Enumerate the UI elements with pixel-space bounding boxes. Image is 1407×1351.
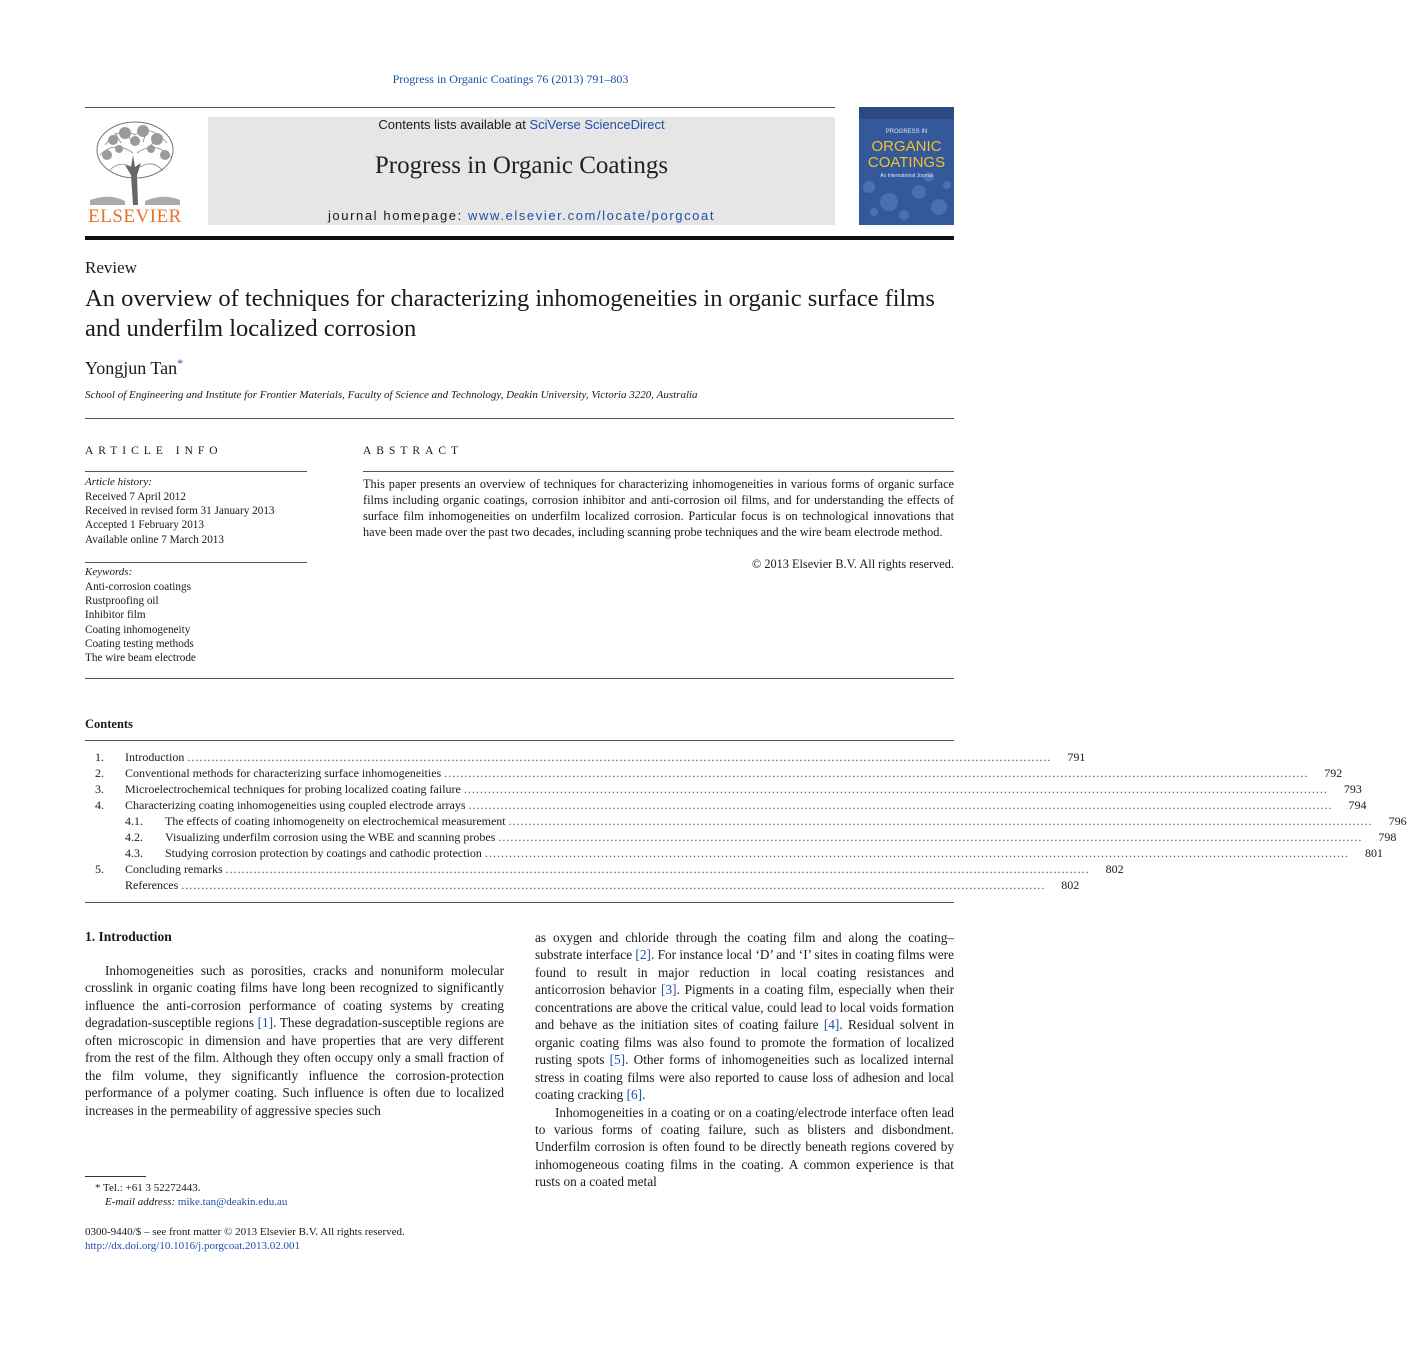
history-list	[85, 490, 275, 547]
article-info-heading: ARTICLE INFO	[85, 445, 223, 457]
body-column-right	[535, 929, 954, 1191]
toc-number: 3.	[95, 782, 104, 796]
keyword-item: Rustproofing oil	[85, 595, 159, 608]
contents-available-line: Contents lists available at SciVerse ScienceDirect	[378, 117, 665, 132]
toc-leader: ........................................................................................................................................................................................................................	[484, 846, 1349, 860]
keyword-item: Inhibitor film	[85, 609, 146, 622]
body-paragraph: as oxygen and chloride through the coating film and along the coating–substrate interface [2]. For instance local ‘D’ and ‘I’ sites in coating films were found to result in major reduction in local coating resistances and anticorrosion behavior [3]. Pigments in a coating film, especially when their concentrations are above the critical value, could lead to local voids formation and behave as the initiation sites of coating failure [4]. Residual solvent in organic coating films was also found to promote the formation of localized rusting spots [5]. Other forms of inhomogeneities such as localized internal stress in coating films were also reported to cause loss of adhesion and local coating cracking [6].	[535, 930, 955, 1103]
toc-page: 792	[1324, 766, 1343, 780]
journal-homepage-line: journal homepage: www.elsevier.com/locate/porgcoat	[327, 208, 716, 223]
history-received: Received 7 April 2012	[85, 491, 186, 503]
contents-bottom-rule	[85, 902, 954, 903]
toc-title: References	[125, 878, 179, 892]
toc-leader: ........................................................................................................................................................................................................................	[508, 814, 1373, 828]
toc-page: 802	[1105, 862, 1124, 876]
cover-title-2: COATINGS	[867, 154, 946, 171]
header-thick-rule	[85, 236, 954, 240]
toc-title: Studying corrosion protection by coatings and cathodic protection	[165, 846, 482, 860]
toc-entry[interactable]	[85, 749, 1086, 765]
toc-title: Introduction	[125, 750, 185, 764]
email-link[interactable]: mike.tan@deakin.edu.au	[177, 1196, 288, 1208]
toc-number: 2.	[95, 766, 104, 780]
toc-entry[interactable]	[85, 877, 1080, 893]
history-online: Available online 7 March 2013	[85, 533, 224, 546]
abstract-heading: ABSTRACT	[363, 445, 464, 457]
cover-subtitle: An International Journal	[880, 173, 933, 179]
history-accepted: Accepted 1 February 2013	[85, 519, 204, 532]
toc-title: Concluding remarks	[125, 862, 223, 876]
elsevier-wordmark: ELSEVIER	[88, 206, 182, 227]
keyword-item: Anti-corrosion coatings	[85, 581, 191, 593]
toc-entry[interactable]	[85, 861, 1124, 877]
sciencedirect-link[interactable]: SciVerse ScienceDirect	[529, 117, 665, 132]
affiliation-rule	[85, 418, 954, 419]
toc-page: 793	[1343, 782, 1362, 796]
toc-page: 802	[1061, 878, 1080, 892]
cover-title-1: ORGANIC	[871, 138, 942, 155]
footnote-tel: * Tel.: +61 3 52272443.	[95, 1182, 201, 1194]
toc-title: Conventional methods for characterizing surface inhomogeneities	[125, 766, 442, 780]
history-label: Article history:	[85, 476, 152, 488]
body-column-left	[85, 962, 504, 1119]
toc-page: 794	[1348, 798, 1367, 812]
article-type: Review	[85, 258, 137, 277]
keyword-item: The wire beam electrode	[85, 652, 196, 665]
footnote-rule	[85, 1176, 146, 1177]
issn-line: 0300-9440/$ – see front matter © 2013 Elsevier B.V. All rights reserved.	[85, 1226, 405, 1238]
doi-link[interactable]: http://dx.doi.org/10.1016/j.porgcoat.2013.02.001	[85, 1240, 301, 1252]
toc-leader: ........................................................................................................................................................................................................................	[225, 862, 1090, 876]
author-line	[85, 356, 183, 379]
toc-number: 4.3.	[125, 846, 143, 860]
keywords-rule	[85, 562, 307, 563]
toc-page: 791	[1067, 750, 1086, 764]
section-heading-introduction: 1. Introduction	[85, 929, 172, 944]
abstract-bottom-rule	[85, 678, 954, 679]
toc-page: 798	[1378, 830, 1397, 844]
journal-cover-image[interactable]	[859, 107, 954, 225]
reference-link[interactable]: [4]	[823, 1017, 840, 1033]
keyword-item: Coating testing methods	[85, 637, 194, 650]
toc-leader: ........................................................................................................................................................................................................................	[181, 878, 1046, 892]
keywords-label: Keywords:	[85, 566, 133, 578]
toc-number: 1.	[95, 750, 104, 764]
elsevier-logo[interactable]	[85, 115, 185, 230]
contents-top-rule	[85, 740, 954, 741]
toc-entry[interactable]	[85, 797, 1367, 813]
cover-top-text: PROGRESS IN	[885, 129, 928, 135]
abstract-text: This paper presents an overview of techniques for characterizing inhomogeneities in various forms of organic surface films including organic coatings, corrosion inhibitor and anti-corrosion oil films, and for understanding the effects of surface film inhomogeneities on underfilm localized corrosion. Particular focus is on technological innovations that have been made over the past two decades, including scanning probe techniques and the wire beam electrode method.	[363, 477, 954, 539]
toc-entry[interactable]	[85, 781, 1362, 797]
keywords-list	[85, 580, 196, 665]
reference-link[interactable]: [2]	[635, 947, 651, 963]
toc-leader: ........................................................................................................................................................................................................................	[463, 782, 1328, 796]
toc-page: 801	[1364, 846, 1383, 860]
reference-link[interactable]: [6]	[626, 1087, 643, 1103]
reference-link[interactable]: [1]	[257, 1015, 274, 1031]
author-footnote-mark[interactable]: *	[177, 356, 184, 370]
abstract-rule	[363, 471, 954, 472]
toc-title: The effects of coating inhomogeneity on electrochemical measurement	[165, 814, 506, 828]
journal-title: Progress in Organic Coatings	[374, 152, 669, 179]
journal-homepage-link[interactable]: www.elsevier.com/locate/porgcoat	[468, 208, 716, 223]
toc-leader: ........................................................................................................................................................................................................................	[187, 750, 1052, 764]
toc-entry[interactable]	[85, 829, 1397, 845]
toc-number: 4.2.	[125, 830, 143, 844]
keyword-item: Coating inhomogeneity	[85, 623, 191, 636]
reference-link[interactable]: [5]	[609, 1052, 626, 1068]
toc-title: Microelectrochemical techniques for probing localized coating failure	[125, 782, 461, 796]
history-revised: Received in revised form 31 January 2013	[85, 505, 275, 518]
journal-header-panel	[208, 117, 835, 225]
toc-number: 5.	[95, 862, 104, 876]
toc-page: 796	[1388, 814, 1407, 828]
toc-entry[interactable]	[85, 845, 1383, 861]
toc-number	[85, 877, 125, 893]
author-affiliation: School of Engineering and Institute for Frontier Materials, Faculty of Science and Technology, Deakin University, Victoria 3220, Australia	[85, 389, 698, 401]
toc-leader: ........................................................................................................................................................................................................................	[468, 798, 1333, 812]
toc-leader: ........................................................................................................................................................................................................................	[444, 766, 1309, 780]
article-title: An overview of techniques for characterizing inhomogeneities in organic surface films and underfilm localized corrosion	[85, 285, 935, 342]
article-info-rule	[85, 471, 307, 472]
doi-line	[85, 1240, 300, 1252]
footnote-email: E-mail address: mike.tan@deakin.edu.au	[105, 1196, 288, 1208]
author-name[interactable]: Yongjun Tan	[85, 358, 178, 378]
abstract-copyright: © 2013 Elsevier B.V. All rights reserved.	[751, 557, 954, 571]
body-paragraph: Inhomogeneities such as porosities, cracks and nonuniform molecular crosslink in organic coating films have long been recognized to significantly influence the anti-corrosion performance of coating systems by creating degradation-susceptible regions [1]. These degradation-susceptible regions are often microscopic in dimension and have properties that are very different from the rest of the film. Although they often occupy only a small fraction of the film volume, they significantly influence the corrosion-protection performance of a polymer coating. Such influence is often due to localized increases in the permeability of aggressive species such	[85, 963, 504, 1118]
body-paragraph: Inhomogeneities in a coating or on a coating/electrode interface often lead to various forms of coating failure, such as blisters and disbondment. Underfilm corrosion is often found to be directly beneath regions covered by inhomogeneous coating films in the coating. A common experience is that rusts on a coated metal	[535, 1104, 954, 1190]
contents-heading: Contents	[85, 717, 133, 731]
toc-number: 4.	[95, 798, 104, 812]
toc-entry[interactable]	[85, 765, 1343, 781]
journal-citation[interactable]: Progress in Organic Coatings 76 (2013) 791–803	[392, 72, 629, 86]
toc-number: 4.1.	[125, 814, 143, 828]
toc-entry[interactable]	[85, 813, 1407, 829]
toc-title: Characterizing coating inhomogeneities using coupled electrode arrays	[125, 798, 466, 812]
reference-link[interactable]: [3]	[661, 982, 677, 998]
header-top-rule	[85, 107, 835, 108]
toc-title: Visualizing underfilm corrosion using the WBE and scanning probes	[165, 830, 496, 844]
table-of-contents	[85, 749, 1407, 893]
toc-leader: ........................................................................................................................................................................................................................	[498, 830, 1363, 844]
